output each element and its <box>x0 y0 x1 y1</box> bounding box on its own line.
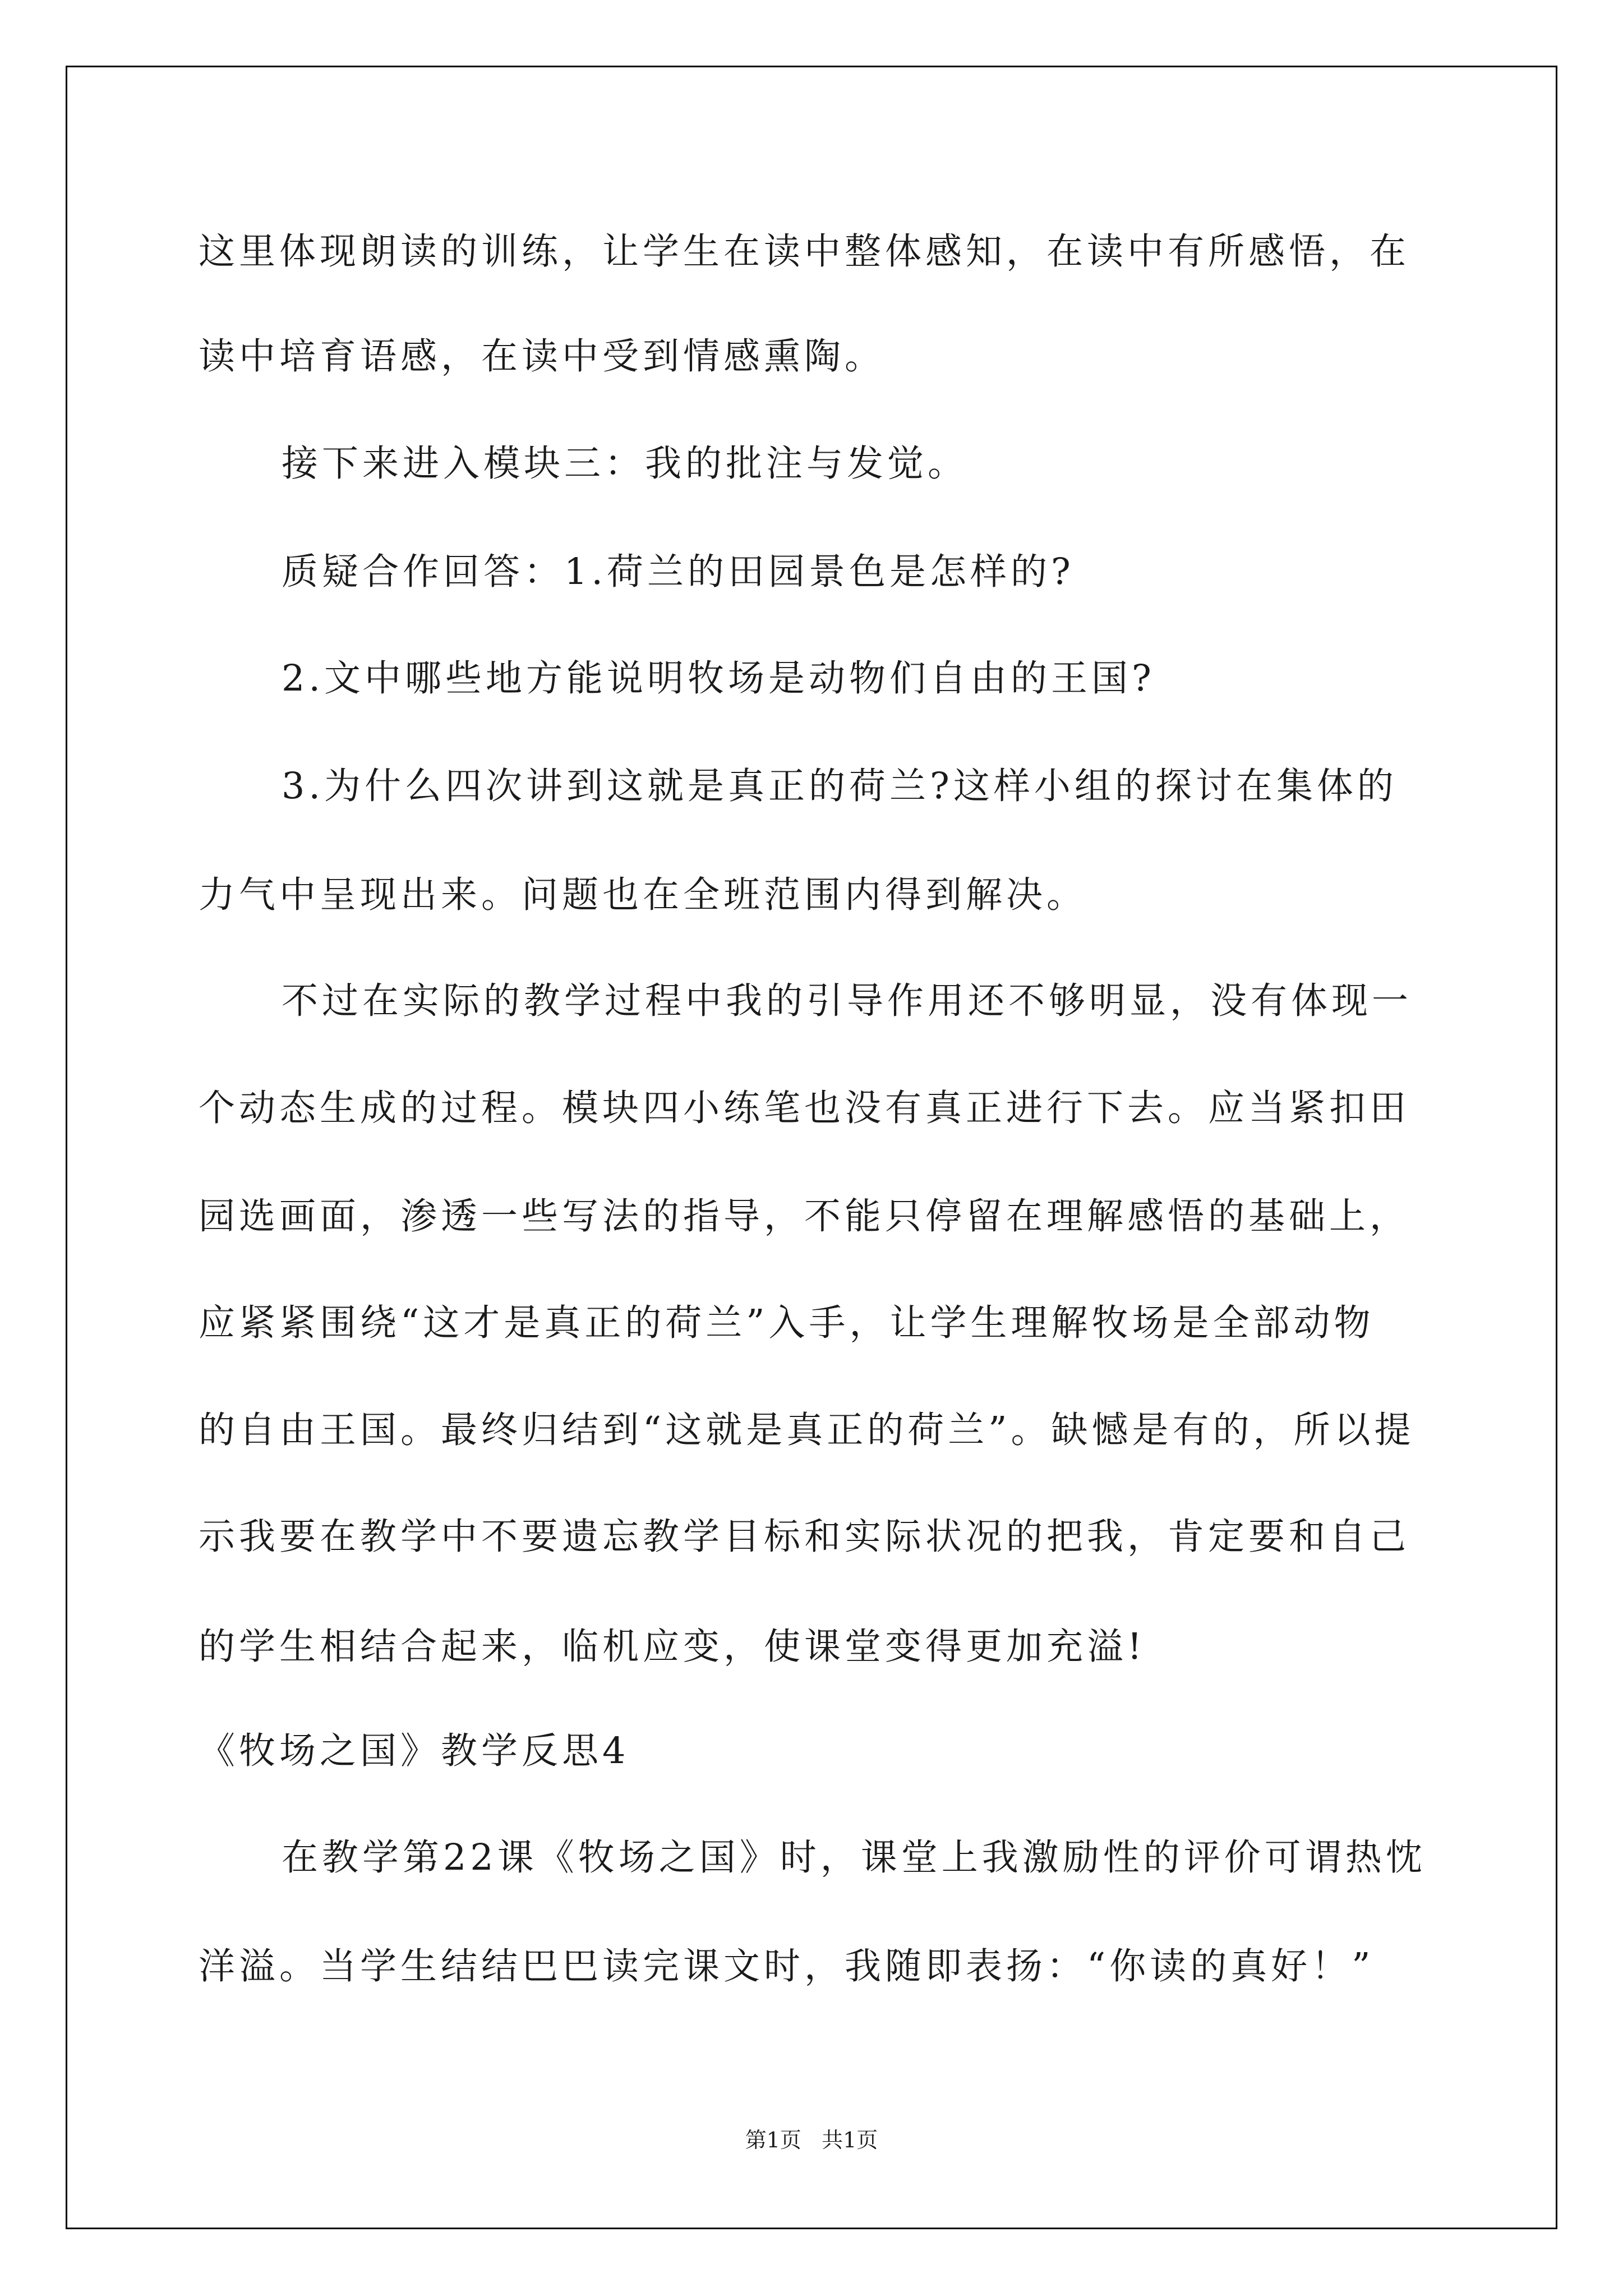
text-line: 个动态生成的过程。模块四小练笔也没有真正进行下去。应当紧扣田 <box>199 1087 1410 1129</box>
text-line: 应紧紧围绕“这才是真正的荷兰”入手，让学生理解牧场是全部动物 <box>199 1302 1375 1344</box>
page-number: 第1页 共1页 <box>745 2128 878 2152</box>
text-line: 力气中呈现出来。问题也在全班范围内得到解决。 <box>199 874 1087 916</box>
text-line: 园选画面，渗透一些写法的指导，不能只停留在理解感悟的基础上， <box>199 1195 1410 1237</box>
section-heading: 《牧场之国》教学反思4 <box>199 1730 630 1772</box>
page-border <box>66 66 1557 2229</box>
text-line: 不过在实际的教学过程中我的引导作用还不够明显，没有体现一 <box>282 980 1413 1022</box>
text-line: 的自由王国。最终归结到“这就是真正的荷兰”。缺憾是有的，所以提 <box>199 1409 1415 1451</box>
text-line: 3.为什么四次讲到这就是真正的荷兰?这样小组的探讨在集体的 <box>282 765 1398 807</box>
text-line: 示我要在教学中不要遗忘教学目标和实际状况的把我，肯定要和自己 <box>199 1516 1410 1558</box>
text-line: 的学生相结合起来，临机应变，使课堂变得更加充溢! <box>199 1626 1146 1668</box>
text-line: 洋溢。当学生结结巴巴读完课文时，我随即表扬：“你读的真好！” <box>199 1945 1375 1987</box>
text-line: 在教学第22课《牧场之国》时，课堂上我激励性的评价可谓热忱 <box>282 1837 1426 1879</box>
text-line: 读中培育语感，在读中受到情感熏陶。 <box>199 335 886 378</box>
text-line: 质疑合作回答：1.荷兰的田园景色是怎样的? <box>282 551 1075 593</box>
text-line: 接下来进入模块三：我的批注与发觉。 <box>282 443 969 485</box>
text-line: 2.文中哪些地方能说明牧场是动物们自由的王国? <box>282 657 1155 700</box>
text-line: 这里体现朗读的训练，让学生在读中整体感知，在读中有所感悟，在 <box>199 231 1410 273</box>
